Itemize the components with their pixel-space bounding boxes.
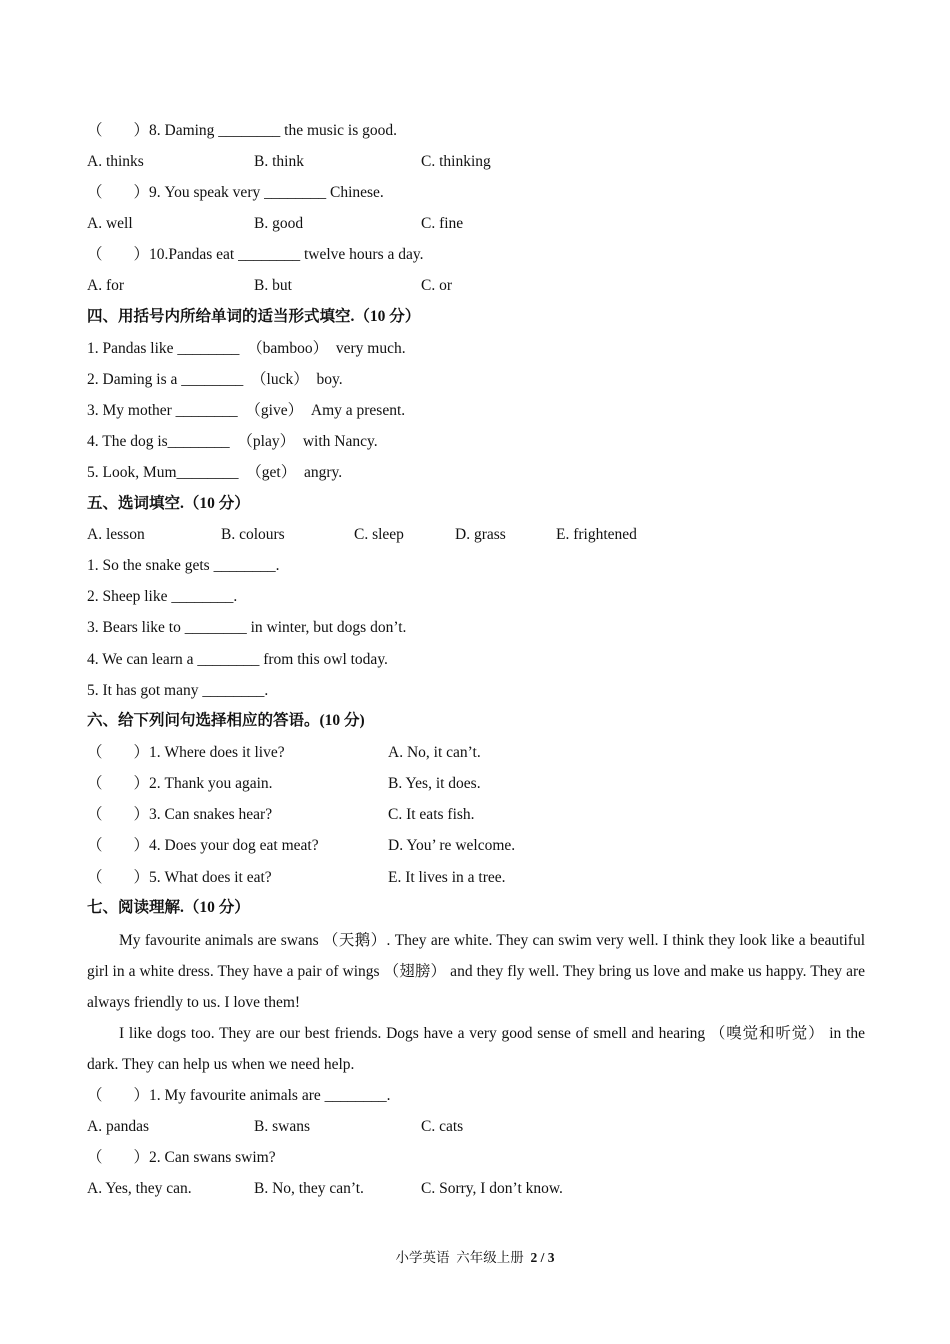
match-row [87, 836, 787, 856]
section-7-title: 七、阅读理解.（10 分） [87, 899, 250, 916]
match-answer: C. It eats fish. [388, 806, 475, 823]
question-10-options [87, 276, 787, 296]
match-row [87, 868, 787, 888]
option-a: A. Yes, they can. [87, 1180, 192, 1197]
reading-paragraph: I like dogs too. They are our best friends. Dogs have a very good sense of smell and hearing （嗅觉和听觉） in the dark. They can help us when we need help. [87, 1025, 865, 1073]
word-option: E. frightened [556, 526, 637, 543]
reading-question-1-options [87, 1117, 787, 1137]
word-option: B. colours [221, 526, 285, 543]
match-question: （ ）2. Thank you again. [87, 775, 273, 792]
option-a: A. for [87, 277, 125, 294]
section-4-item: 2. Daming is a ________ （luck） boy. [87, 371, 343, 388]
option-c: C. cats [421, 1118, 464, 1135]
section-5-title: 五、选词填空.（10 分） [87, 495, 250, 512]
option-c: C. Sorry, I don’t know. [421, 1180, 563, 1197]
section-5-item: 2. Sheep like ________. [87, 588, 238, 605]
footer-label: 小学英语 六年级上册 [395, 1250, 531, 1265]
section-4-title: 四、用括号内所给单词的适当形式填空.（10 分） [87, 308, 421, 325]
match-row [87, 743, 787, 763]
match-question: （ ）4. Does your dog eat meat? [87, 837, 319, 854]
match-row [87, 774, 787, 794]
section-4-item: 4. The dog is________ （play） with Nancy. [87, 433, 378, 450]
match-question: （ ）5. What does it eat? [87, 869, 272, 886]
match-question: （ ）1. Where does it live? [87, 744, 285, 761]
section-5-item: 5. It has got many ________. [87, 682, 269, 699]
word-option: D. grass [455, 526, 506, 543]
question-8-stem: （ ）8. Daming ________ the music is good. [87, 122, 397, 139]
reading-passage [87, 925, 865, 1080]
reading-question-1-stem: （ ）1. My favourite animals are ________. [87, 1087, 391, 1104]
option-a: A. pandas [87, 1118, 149, 1135]
match-answer: D. You’ re welcome. [388, 837, 516, 854]
match-answer: A. No, it can’t. [388, 744, 481, 761]
section-5-item: 4. We can learn a ________ from this owl today. [87, 651, 388, 668]
page-footer [0, 1246, 950, 1266]
option-c: C. thinking [421, 153, 491, 170]
section-4-item: 1. Pandas like ________ （bamboo） very much. [87, 340, 406, 357]
question-8-options [87, 152, 787, 172]
word-bank [87, 525, 787, 545]
word-option: A. lesson [87, 526, 145, 543]
match-answer: E. It lives in a tree. [388, 869, 506, 886]
section-5-item: 1. So the snake gets ________. [87, 557, 280, 574]
option-b: B. swans [254, 1118, 310, 1135]
match-row [87, 805, 787, 825]
option-b: B. No, they can’t. [254, 1180, 364, 1197]
section-4-item: 5. Look, Mum________ （get） angry. [87, 464, 343, 481]
question-10-stem: （ ）10.Pandas eat ________ twelve hours a day. [87, 246, 424, 263]
option-a: A. well [87, 215, 133, 232]
option-b: B. but [254, 277, 292, 294]
section-5-item: 3. Bears like to ________ in winter, but dogs don’t. [87, 619, 407, 636]
question-9-stem: （ ）9. You speak very ________ Chinese. [87, 184, 384, 201]
reading-paragraph: My favourite animals are swans （天鹅）. They are white. They can swim very well. I think they look like a beautiful girl in a white dress. They have a pair of wings （翅膀） and they fly well. They bring us love and make us happy. They are always friendly to us. I love them! [87, 932, 865, 1011]
option-c: C. fine [421, 215, 464, 232]
word-option: C. sleep [354, 526, 404, 543]
reading-question-2-options [87, 1179, 787, 1199]
section-6-title: 六、给下列问句选择相应的答语。(10 分) [87, 712, 365, 729]
option-c: C. or [421, 277, 452, 294]
option-a: A. thinks [87, 153, 144, 170]
page-number: 2 / 3 [530, 1250, 555, 1265]
reading-question-2-stem: （ ）2. Can swans swim? [87, 1149, 276, 1166]
section-4-item: 3. My mother ________ （give） Amy a present. [87, 402, 406, 419]
match-answer: B. Yes, it does. [388, 775, 481, 792]
question-9-options [87, 214, 787, 234]
option-b: B. think [254, 153, 304, 170]
match-question: （ ）3. Can snakes hear? [87, 806, 273, 823]
option-b: B. good [254, 215, 304, 232]
